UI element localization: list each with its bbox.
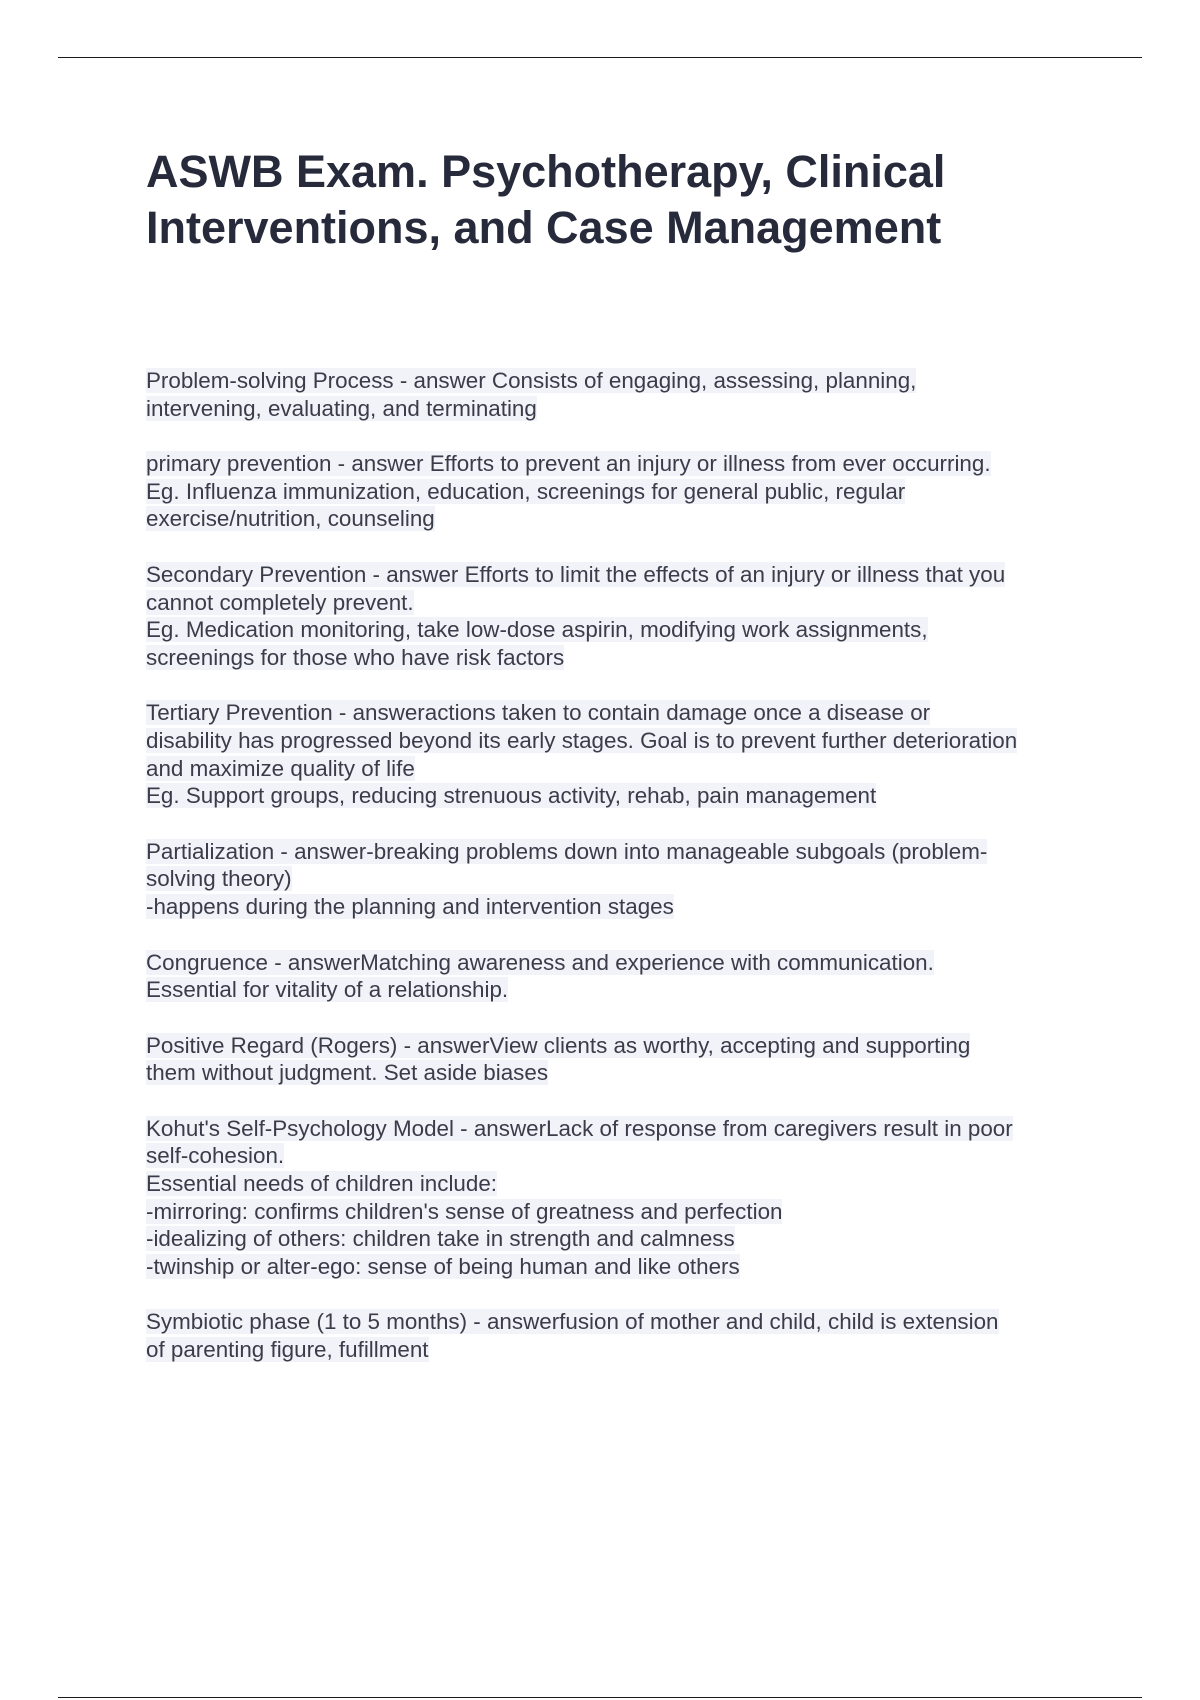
entry-text-line: screenings for those who have risk factors bbox=[146, 644, 565, 670]
title-line-2: Interventions, and Case Management bbox=[146, 202, 942, 253]
entry-text-line: Essential needs of children include: bbox=[146, 1171, 498, 1197]
entry-text-line: Secondary Prevention - answer Efforts to limit the effects of an injury or illness that you bbox=[146, 561, 1006, 587]
flashcard-entry-symbiotic-phase bbox=[146, 1308, 1086, 1363]
entry-text-line: them without judgment. Set aside biases bbox=[146, 1060, 549, 1086]
entry-text-line: Eg. Medication monitoring, take low-dose aspirin, modifying work assignments, bbox=[146, 617, 928, 643]
entry-text-line: -mirroring: confirms children's sense of greatness and perfection bbox=[146, 1198, 783, 1224]
entry-text-line: -twinship or alter-ego: sense of being human and like others bbox=[146, 1253, 740, 1279]
flashcard-entry-partialization bbox=[146, 838, 1086, 921]
entry-text-line: -happens during the planning and intervention stages bbox=[146, 893, 674, 919]
entry-text-line: Partialization - answer-breaking problems down into manageable subgoals (problem- bbox=[146, 838, 988, 864]
entry-text-line: Problem-solving Process - answer Consists of engaging, assessing, planning, bbox=[146, 368, 917, 393]
flashcard-list bbox=[146, 367, 1086, 1392]
entry-text-line: solving theory) bbox=[146, 866, 292, 892]
top-divider bbox=[58, 57, 1142, 58]
entry-text-line: disability has progressed beyond its early stages. Goal is to prevent further deterioration bbox=[146, 727, 1018, 753]
entry-text-line: and maximize quality of life bbox=[146, 755, 415, 781]
entry-text-line: intervening, evaluating, and terminating bbox=[146, 395, 537, 421]
entry-text-line: of parenting figure, fufillment bbox=[146, 1337, 429, 1363]
entry-text-line: Eg. Influenza immunization, education, screenings for general public, regular bbox=[146, 478, 906, 504]
entry-text-line: Essential for vitality of a relationship. bbox=[146, 977, 509, 1003]
flashcard-entry-tertiary-prevention bbox=[146, 699, 1086, 809]
flashcard-entry-secondary-prevention bbox=[146, 561, 1086, 671]
entry-text-line: Eg. Support groups, reducing strenuous activity, rehab, pain management bbox=[146, 783, 877, 809]
entry-text-line: Tertiary Prevention - answeractions taken to contain damage once a disease or bbox=[146, 700, 931, 726]
entry-text-line: primary prevention - answer Efforts to prevent an injury or illness from ever occurring. bbox=[146, 451, 991, 477]
entry-text-line: Symbiotic phase (1 to 5 months) - answerfusion of mother and child, child is extension bbox=[146, 1309, 999, 1335]
entry-text-line: Positive Regard (Rogers) - answerView clients as worthy, accepting and supporting bbox=[146, 1032, 971, 1058]
flashcard-entry-positive-regard bbox=[146, 1032, 1086, 1087]
entry-text-line: exercise/nutrition, counseling bbox=[146, 506, 435, 532]
entry-text-line: Kohut's Self-Psychology Model - answerLack of response from caregivers result in poor bbox=[146, 1115, 1013, 1141]
flashcard-entry-primary-prevention bbox=[146, 450, 1086, 533]
entry-text-line: cannot completely prevent. bbox=[146, 589, 414, 615]
entry-text-line: Congruence - answerMatching awareness and experience with communication. bbox=[146, 949, 934, 975]
flashcard-entry-problem-solving bbox=[146, 367, 1086, 422]
title-line-1: ASWB Exam. Psychotherapy, Clinical bbox=[146, 146, 946, 197]
bottom-divider bbox=[58, 1697, 1142, 1698]
page-title bbox=[146, 144, 1106, 256]
entry-text-line: self-cohesion. bbox=[146, 1143, 285, 1169]
flashcard-entry-congruence bbox=[146, 949, 1086, 1004]
entry-text-line: -idealizing of others: children take in strength and calmness bbox=[146, 1226, 735, 1252]
flashcard-entry-kohut bbox=[146, 1115, 1086, 1281]
